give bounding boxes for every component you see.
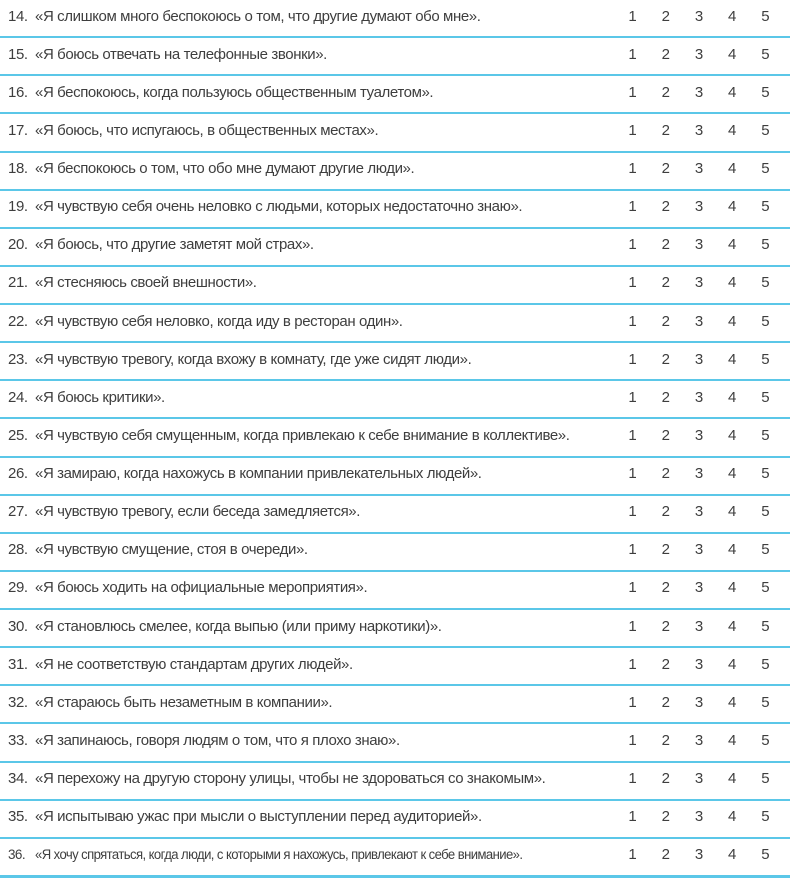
questionnaire-row [0, 724, 790, 762]
rating-option-4: 4 [728, 350, 737, 368]
rating-option-3: 3 [694, 160, 704, 178]
question-text: «Я боюсь критики». [35, 388, 165, 406]
rating-scale [616, 46, 782, 63]
rating-option-4: 4 [728, 426, 737, 444]
rating-option-2: 2 [661, 846, 670, 864]
question-text: «Я боюсь ходить на официальные мероприятия». [35, 579, 368, 597]
rating-scale [616, 579, 782, 596]
rating-option-4: 4 [728, 541, 737, 559]
rating-option-4: 4 [728, 579, 737, 597]
questionnaire-row [0, 343, 790, 381]
rating-option-1: 1 [628, 350, 637, 368]
rating-option-1: 1 [628, 770, 637, 788]
rating-option-4: 4 [728, 45, 737, 63]
question-cell [8, 389, 616, 406]
rating-option-2: 2 [661, 350, 670, 368]
rating-option-2: 2 [661, 541, 670, 559]
rating-option-3: 3 [694, 236, 704, 254]
rating-option-4: 4 [728, 236, 737, 254]
rating-option-3: 3 [694, 846, 704, 864]
questionnaire-row [0, 191, 790, 229]
rating-option-5: 5 [761, 236, 770, 254]
questionnaire-row [0, 648, 790, 686]
question-cell [8, 618, 616, 635]
question-number: 35. [8, 808, 28, 826]
rating-scale [616, 694, 782, 711]
rating-option-2: 2 [661, 808, 670, 826]
rating-option-2: 2 [661, 198, 670, 216]
rating-scale [616, 236, 782, 253]
rating-scale [616, 198, 782, 215]
rating-option-3: 3 [694, 388, 704, 406]
questionnaire-row [0, 839, 790, 878]
question-cell [8, 160, 616, 177]
rating-scale [616, 846, 782, 863]
question-cell [8, 313, 616, 330]
rating-option-4: 4 [728, 655, 737, 673]
rating-option-1: 1 [628, 45, 637, 63]
rating-scale [616, 389, 782, 406]
question-text: «Я запинаюсь, говоря людям о том, что я плохо знаю». [35, 731, 400, 749]
rating-option-4: 4 [728, 846, 737, 864]
question-cell [8, 579, 616, 596]
question-cell [8, 427, 616, 444]
rating-option-2: 2 [661, 274, 670, 292]
rating-option-2: 2 [661, 579, 670, 597]
question-number: 14. [8, 7, 28, 25]
rating-option-2: 2 [661, 503, 670, 521]
rating-option-4: 4 [728, 312, 737, 330]
rating-option-1: 1 [628, 731, 637, 749]
rating-option-4: 4 [728, 693, 737, 711]
question-text: «Я замираю, когда нахожусь в компании привлекательных людей». [35, 465, 482, 483]
rating-option-5: 5 [761, 7, 770, 25]
rating-option-4: 4 [728, 503, 737, 521]
rating-option-2: 2 [661, 312, 670, 330]
rating-option-4: 4 [728, 121, 737, 139]
rating-option-1: 1 [628, 121, 637, 139]
rating-option-5: 5 [761, 350, 770, 368]
rating-option-1: 1 [628, 579, 637, 597]
questionnaire-row [0, 458, 790, 496]
rating-option-4: 4 [728, 274, 737, 292]
question-text: «Я чувствую тревогу, когда вхожу в комнату, где уже сидят люди». [35, 350, 472, 368]
rating-option-5: 5 [761, 655, 770, 673]
questionnaire-row [0, 610, 790, 648]
rating-option-3: 3 [694, 770, 704, 788]
rating-option-2: 2 [661, 160, 670, 178]
rating-option-2: 2 [661, 45, 670, 63]
rating-option-1: 1 [628, 236, 637, 254]
rating-option-4: 4 [728, 808, 737, 826]
question-text: «Я испытываю ужас при мысли о выступлении перед аудиторией». [35, 808, 482, 826]
rating-option-3: 3 [694, 503, 704, 521]
questionnaire-row [0, 305, 790, 343]
question-number: 22. [8, 312, 28, 330]
rating-option-2: 2 [661, 617, 670, 635]
questionnaire-row [0, 572, 790, 610]
question-cell [8, 465, 616, 482]
rating-option-5: 5 [761, 160, 770, 178]
rating-option-2: 2 [661, 770, 670, 788]
question-text: «Я хочу спрятаться, когда люди, с которыми я нахожусь, привлекают к себе внимание». [35, 847, 523, 863]
rating-option-1: 1 [628, 388, 637, 406]
question-cell [8, 503, 616, 520]
questionnaire-row [0, 267, 790, 305]
question-text: «Я перехожу на другую сторону улицы, чтобы не здороваться со знакомым». [35, 770, 546, 788]
question-cell [8, 694, 616, 711]
rating-option-5: 5 [761, 693, 770, 711]
question-number: 26. [8, 465, 28, 483]
question-number: 30. [8, 617, 28, 635]
rating-scale [616, 427, 782, 444]
rating-option-3: 3 [694, 312, 704, 330]
rating-scale [616, 351, 782, 368]
rating-option-4: 4 [728, 7, 737, 25]
rating-option-3: 3 [694, 198, 704, 216]
question-cell [8, 84, 616, 101]
rating-option-1: 1 [628, 274, 637, 292]
question-number: 32. [8, 693, 28, 711]
questionnaire-row [0, 229, 790, 267]
rating-option-3: 3 [694, 274, 704, 292]
question-number: 25. [8, 426, 28, 444]
questionnaire-row [0, 801, 790, 839]
rating-option-1: 1 [628, 846, 637, 864]
rating-option-1: 1 [628, 7, 637, 25]
rating-option-4: 4 [728, 198, 737, 216]
rating-scale [616, 503, 782, 520]
rating-option-5: 5 [761, 83, 770, 101]
rating-scale [616, 618, 782, 635]
rating-option-3: 3 [694, 541, 704, 559]
rating-scale [616, 770, 782, 787]
question-text: «Я чувствую тревогу, если беседа замедляется». [35, 503, 361, 521]
question-cell [8, 808, 616, 825]
question-cell [8, 236, 616, 253]
rating-option-5: 5 [761, 388, 770, 406]
question-number: 36. [8, 847, 25, 863]
rating-option-2: 2 [661, 731, 670, 749]
rating-option-4: 4 [728, 83, 737, 101]
rating-option-1: 1 [628, 808, 637, 826]
rating-option-1: 1 [628, 693, 637, 711]
rating-option-5: 5 [761, 503, 770, 521]
rating-option-5: 5 [761, 45, 770, 63]
rating-option-1: 1 [628, 655, 637, 673]
rating-option-5: 5 [761, 426, 770, 444]
rating-option-3: 3 [694, 731, 704, 749]
questionnaire-row [0, 763, 790, 801]
question-text: «Я чувствую себя очень неловко с людьми, которых недостаточно знаю». [35, 198, 523, 216]
rating-option-3: 3 [694, 693, 704, 711]
rating-option-3: 3 [694, 579, 704, 597]
rating-option-5: 5 [761, 617, 770, 635]
question-number: 31. [8, 655, 28, 673]
rating-option-1: 1 [628, 83, 637, 101]
question-cell [8, 8, 616, 25]
rating-option-1: 1 [628, 541, 637, 559]
question-number: 20. [8, 236, 28, 254]
rating-scale [616, 160, 782, 177]
rating-scale [616, 274, 782, 291]
questionnaire-row [0, 153, 790, 191]
question-cell [8, 541, 616, 558]
rating-option-3: 3 [694, 350, 704, 368]
rating-option-3: 3 [694, 465, 704, 483]
question-cell [8, 847, 616, 862]
question-text: «Я слишком много беспокоюсь о том, что другие думают обо мне». [35, 7, 481, 25]
rating-option-5: 5 [761, 579, 770, 597]
question-number: 15. [8, 45, 28, 63]
rating-option-2: 2 [661, 426, 670, 444]
rating-option-5: 5 [761, 198, 770, 216]
rating-option-5: 5 [761, 731, 770, 749]
questionnaire-row [0, 419, 790, 457]
rating-option-1: 1 [628, 503, 637, 521]
question-number: 23. [8, 350, 28, 368]
question-number: 21. [8, 274, 28, 292]
rating-scale [616, 313, 782, 330]
rating-scale [616, 84, 782, 101]
rating-option-2: 2 [661, 236, 670, 254]
question-text: «Я беспокоюсь о том, что обо мне думают другие люди». [35, 160, 415, 178]
questionnaire-row [0, 686, 790, 724]
rating-scale [616, 8, 782, 25]
questionnaire-row [0, 534, 790, 572]
rating-option-5: 5 [761, 121, 770, 139]
question-cell [8, 770, 616, 787]
rating-option-5: 5 [761, 541, 770, 559]
question-cell [8, 351, 616, 368]
question-number: 33. [8, 731, 28, 749]
questionnaire-row [0, 38, 790, 76]
question-number: 28. [8, 541, 28, 559]
rating-option-3: 3 [694, 45, 704, 63]
question-number: 24. [8, 388, 28, 406]
question-text: «Я беспокоюсь, когда пользуюсь общественным туалетом». [35, 83, 434, 101]
question-number: 27. [8, 503, 28, 521]
rating-option-4: 4 [728, 731, 737, 749]
questionnaire-row [0, 114, 790, 152]
question-number: 18. [8, 160, 28, 178]
rating-option-3: 3 [694, 83, 704, 101]
question-cell [8, 656, 616, 673]
rating-scale [616, 541, 782, 558]
rating-option-4: 4 [728, 160, 737, 178]
question-cell [8, 46, 616, 63]
question-cell [8, 122, 616, 139]
rating-option-3: 3 [694, 617, 704, 635]
rating-option-3: 3 [694, 426, 704, 444]
question-number: 19. [8, 198, 28, 216]
question-number: 16. [8, 83, 28, 101]
questionnaire-row [0, 381, 790, 419]
rating-option-2: 2 [661, 693, 670, 711]
question-number: 17. [8, 121, 28, 139]
rating-option-1: 1 [628, 426, 637, 444]
question-text: «Я чувствую себя неловко, когда иду в ресторан один». [35, 312, 403, 330]
rating-option-3: 3 [694, 655, 704, 673]
question-text: «Я становлюсь смелее, когда выпью (или приму наркотики)». [35, 617, 442, 635]
question-text: «Я стесняюсь своей внешности». [35, 274, 257, 292]
questionnaire-row [0, 76, 790, 114]
rating-option-5: 5 [761, 465, 770, 483]
question-text: «Я чувствую себя смущенным, когда привлекаю к себе внимание в коллективе». [35, 426, 570, 444]
rating-option-2: 2 [661, 465, 670, 483]
rating-option-4: 4 [728, 465, 737, 483]
rating-option-1: 1 [628, 465, 637, 483]
questionnaire-row [0, 496, 790, 534]
question-number: 29. [8, 579, 28, 597]
rating-option-2: 2 [661, 655, 670, 673]
question-cell [8, 732, 616, 749]
rating-option-4: 4 [728, 388, 737, 406]
rating-scale [616, 732, 782, 749]
rating-option-2: 2 [661, 83, 670, 101]
rating-option-5: 5 [761, 846, 770, 864]
question-text: «Я стараюсь быть незаметным в компании». [35, 693, 333, 711]
rating-option-2: 2 [661, 388, 670, 406]
rating-option-3: 3 [694, 7, 704, 25]
rating-option-3: 3 [694, 121, 704, 139]
rating-scale [616, 656, 782, 673]
rating-option-4: 4 [728, 770, 737, 788]
rating-option-1: 1 [628, 617, 637, 635]
rating-option-5: 5 [761, 808, 770, 826]
rating-option-5: 5 [761, 274, 770, 292]
rating-option-5: 5 [761, 312, 770, 330]
question-number: 34. [8, 770, 28, 788]
questionnaire-row [0, 0, 790, 38]
rating-option-2: 2 [661, 121, 670, 139]
question-cell [8, 274, 616, 291]
rating-scale [616, 465, 782, 482]
rating-option-1: 1 [628, 312, 637, 330]
rating-option-3: 3 [694, 808, 704, 826]
question-text: «Я чувствую смущение, стоя в очереди». [35, 541, 308, 559]
question-text: «Я боюсь, что испугаюсь, в общественных местах». [35, 121, 379, 139]
rating-option-1: 1 [628, 160, 637, 178]
rating-scale [616, 122, 782, 139]
question-text: «Я боюсь отвечать на телефонные звонки». [35, 45, 327, 63]
rating-scale [616, 808, 782, 825]
question-text: «Я боюсь, что другие заметят мой страх». [35, 236, 314, 254]
question-cell [8, 198, 616, 215]
rating-option-4: 4 [728, 617, 737, 635]
rating-option-5: 5 [761, 770, 770, 788]
question-text: «Я не соответствую стандартам других людей». [35, 655, 353, 673]
rating-option-2: 2 [661, 7, 670, 25]
rating-option-1: 1 [628, 198, 637, 216]
